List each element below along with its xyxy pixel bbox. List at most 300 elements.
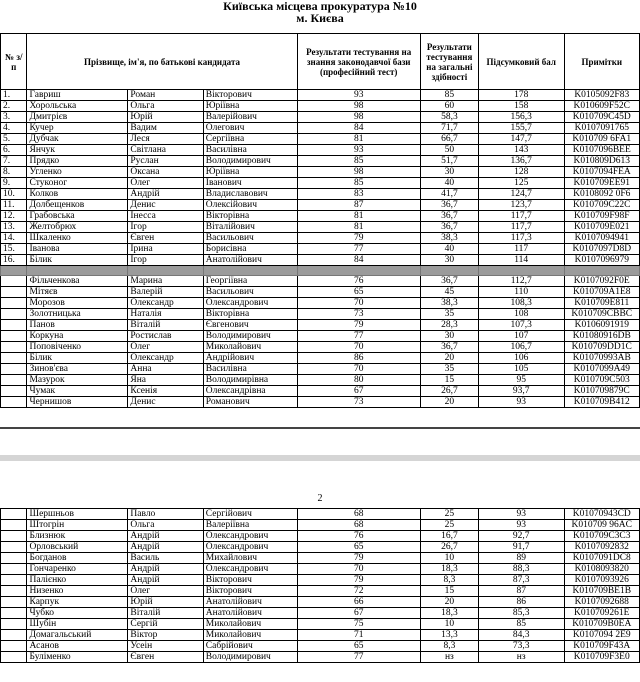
separator-cell (297, 266, 420, 276)
cell-note: K0107094 2E9 (564, 630, 639, 641)
cell-patronymic: Анатолійович (203, 608, 297, 619)
cell-total: 124,7 (478, 189, 564, 200)
cell-num (1, 641, 27, 652)
cell-total: 88,3 (478, 564, 564, 575)
cell-num (1, 386, 27, 397)
table-row (1, 101, 640, 112)
table-row (1, 145, 640, 156)
cell-test1: 76 (297, 276, 420, 287)
cell-test1: 84 (297, 123, 420, 134)
cell-test1: 79 (297, 320, 420, 331)
cell-num (1, 320, 27, 331)
cell-patronymic: Романович (203, 397, 297, 408)
cell-test2: 36,7 (420, 276, 478, 287)
cell-num (1, 331, 27, 342)
cell-num (1, 608, 27, 619)
cell-num (1, 287, 27, 298)
cell-total: 112,7 (478, 276, 564, 287)
cell-firstname: Павло (128, 509, 203, 520)
cell-total: 136,7 (478, 156, 564, 167)
cell-surname: Палієнко (27, 575, 128, 586)
cell-note: K0105092F83 (564, 90, 639, 101)
table-row (1, 178, 640, 189)
cell-patronymic: Вікторівна (203, 211, 297, 222)
cell-note: K0107094FEA (564, 167, 639, 178)
cell-patronymic: Миколайович (203, 619, 297, 630)
table-row (1, 255, 640, 266)
table-row (1, 375, 640, 386)
separator-cell (420, 266, 478, 276)
cell-note: K010709B0EA (564, 619, 639, 630)
table-row (1, 564, 640, 575)
cell-surname: Прядко (27, 156, 128, 167)
cell-surname: Гавриш (27, 90, 128, 101)
cell-surname: Іванова (27, 244, 128, 255)
cell-test2: 26,7 (420, 542, 478, 553)
cell-surname: Богданов (27, 553, 128, 564)
cell-patronymic: Миколайович (203, 342, 297, 353)
cell-num: 13. (1, 222, 27, 233)
cell-patronymic: Євгенович (203, 320, 297, 331)
cell-note: K010709F98F (564, 211, 639, 222)
cell-firstname: Яна (128, 375, 203, 386)
cell-total: 117,3 (478, 233, 564, 244)
table-row (1, 342, 640, 353)
cell-note: K0107097D8D (564, 244, 639, 255)
cell-firstname: Євген (128, 652, 203, 663)
table-row (1, 244, 640, 255)
cell-surname: Шершньов (27, 509, 128, 520)
table-row (1, 597, 640, 608)
cell-num (1, 509, 27, 520)
cell-test1: 79 (297, 553, 420, 564)
cell-surname: Орловський (27, 542, 128, 553)
cell-total: 114 (478, 255, 564, 266)
cell-total: 105 (478, 364, 564, 375)
cell-note: K01080916DB (564, 331, 639, 342)
cell-note: K0106091919 (564, 320, 639, 331)
cell-firstname: Анна (128, 364, 203, 375)
cell-patronymic: Васильович (203, 287, 297, 298)
table-row (1, 353, 640, 364)
header-total: Підсумковий бал (478, 34, 564, 90)
cell-patronymic: Валеріївна (203, 520, 297, 531)
cell-patronymic: Сабрійович (203, 641, 297, 652)
table-row (1, 619, 640, 630)
cell-test2: 16,7 (420, 531, 478, 542)
table-row (1, 200, 640, 211)
cell-num (1, 520, 27, 531)
cell-total: 155,7 (478, 123, 564, 134)
cell-surname: Долбещенков (27, 200, 128, 211)
cell-surname: Панов (27, 320, 128, 331)
cell-firstname: Денис (128, 200, 203, 211)
cell-num (1, 364, 27, 375)
cell-firstname: Оксана (128, 167, 203, 178)
cell-test1: 84 (297, 255, 420, 266)
cell-test1: 67 (297, 608, 420, 619)
cell-surname: Чубко (27, 608, 128, 619)
page-break-shadow (0, 455, 640, 461)
table-row (1, 112, 640, 123)
header-name: Прізвище, ім'я, по батькові кандидата (27, 34, 297, 90)
cell-surname: Чумак (27, 386, 128, 397)
cell-note: K010709F43A (564, 641, 639, 652)
cell-total: 147,7 (478, 134, 564, 145)
cell-patronymic: Вікторович (203, 90, 297, 101)
table-row (1, 553, 640, 564)
cell-firstname: Андрій (128, 189, 203, 200)
cell-note: K010709BE1B (564, 586, 639, 597)
cell-note: K0107096979 (564, 255, 639, 266)
table-row (1, 652, 640, 663)
cell-patronymic: Василівна (203, 364, 297, 375)
cell-test1: 70 (297, 364, 420, 375)
cell-surname: Кучер (27, 123, 128, 134)
cell-total: 125 (478, 178, 564, 189)
cell-test2: 36,7 (420, 342, 478, 353)
cell-test2: 10 (420, 553, 478, 564)
cell-total: 93,7 (478, 386, 564, 397)
cell-surname: Коркуна (27, 331, 128, 342)
cell-num: 4. (1, 123, 27, 134)
cell-num (1, 564, 27, 575)
cell-num (1, 276, 27, 287)
cell-surname: Гончаренко (27, 564, 128, 575)
cell-patronymic: Вікторівна (203, 309, 297, 320)
cell-note: K010709 96AC (564, 520, 639, 531)
cell-num (1, 531, 27, 542)
cell-surname: Шкаленко (27, 233, 128, 244)
table-row (1, 520, 640, 531)
cell-total: 85,3 (478, 608, 564, 619)
cell-surname: Карпук (27, 597, 128, 608)
cell-surname: Желтобрюх (27, 222, 128, 233)
cell-num (1, 652, 27, 663)
cell-test1: 66 (297, 597, 420, 608)
cell-note: K0107092688 (564, 597, 639, 608)
cell-num (1, 630, 27, 641)
cell-note: K010709DD1C (564, 342, 639, 353)
cell-test2: 18,3 (420, 608, 478, 619)
cell-num: 3. (1, 112, 27, 123)
cell-note: K010709C503 (564, 375, 639, 386)
cell-test2: 35 (420, 309, 478, 320)
table-row (1, 320, 640, 331)
cell-patronymic: Віталійович (203, 222, 297, 233)
cell-total: 107,3 (478, 320, 564, 331)
header-num: № з/п (1, 34, 27, 90)
cell-firstname: Олег (128, 586, 203, 597)
cell-num: 7. (1, 156, 27, 167)
cell-patronymic: Владиславович (203, 189, 297, 200)
cell-total: 117,7 (478, 222, 564, 233)
cell-note: K0107099A49 (564, 364, 639, 375)
cell-patronymic: Володимирович (203, 156, 297, 167)
cell-firstname: Леся (128, 134, 203, 145)
cell-note: K010709F3E0 (564, 652, 639, 663)
cell-patronymic: Олександрович (203, 564, 297, 575)
cell-total: 86 (478, 597, 564, 608)
cell-note: K0107096BEE (564, 145, 639, 156)
cell-test2: 20 (420, 597, 478, 608)
table-row (1, 233, 640, 244)
cell-firstname: Роман (128, 90, 203, 101)
cell-test1: 65 (297, 287, 420, 298)
cell-total: 107 (478, 331, 564, 342)
cell-surname: Асанов (27, 641, 128, 652)
cell-test2: 85 (420, 90, 478, 101)
cell-surname: Домагальський (27, 630, 128, 641)
cell-total: 117 (478, 244, 564, 255)
cell-patronymic: Сергійович (203, 509, 297, 520)
table-row (1, 608, 640, 619)
separator-cell (27, 266, 128, 276)
cell-test1: 68 (297, 520, 420, 531)
cell-surname: Хорольська (27, 101, 128, 112)
cell-test2: 15 (420, 586, 478, 597)
cell-test2: 18,3 (420, 564, 478, 575)
cell-test2: 26,7 (420, 386, 478, 397)
page-number: 2 (317, 493, 323, 504)
cell-test2: 28,3 (420, 320, 478, 331)
cell-surname: Білик (27, 353, 128, 364)
cell-test1: 79 (297, 575, 420, 586)
cell-patronymic: Володимирович (203, 331, 297, 342)
cell-note: K010709C3C3 (564, 531, 639, 542)
cell-test1: 70 (297, 342, 420, 353)
cell-test2: 20 (420, 353, 478, 364)
page-break (0, 427, 640, 457)
cell-patronymic: Олександрович (203, 531, 297, 542)
cell-num (1, 542, 27, 553)
cell-num (1, 619, 27, 630)
separator-cell (564, 266, 639, 276)
cell-patronymic: Олексійович (203, 200, 297, 211)
cell-firstname: Віталій (128, 320, 203, 331)
cell-test1: 65 (297, 641, 420, 652)
cell-test1: 98 (297, 112, 420, 123)
cell-total: 143 (478, 145, 564, 156)
cell-patronymic: Вікторович (203, 575, 297, 586)
cell-total: 93 (478, 509, 564, 520)
page-subtitle: м. Києва (296, 11, 344, 25)
cell-surname: Грабовська (27, 211, 128, 222)
cell-note: K0107091DC8 (564, 553, 639, 564)
cell-num (1, 309, 27, 320)
table-row (1, 309, 640, 320)
cell-firstname: Віталій (128, 608, 203, 619)
cell-surname: Близнюк (27, 531, 128, 542)
cell-patronymic: Васильович (203, 233, 297, 244)
cell-firstname: Сергій (128, 619, 203, 630)
cell-firstname: Валерій (128, 287, 203, 298)
cell-num (1, 586, 27, 597)
cell-patronymic: Георгіївна (203, 276, 297, 287)
cell-patronymic: Борисівна (203, 244, 297, 255)
cell-firstname: Андрій (128, 564, 203, 575)
cell-note: K010709 6FA1 (564, 134, 639, 145)
cell-firstname: Марина (128, 276, 203, 287)
cell-total: нз (478, 652, 564, 663)
cell-surname: Морозов (27, 298, 128, 309)
cell-total: 156,3 (478, 112, 564, 123)
cell-num: 10. (1, 189, 27, 200)
cell-firstname: Ігор (128, 222, 203, 233)
cell-firstname: Ростислав (128, 331, 203, 342)
cell-patronymic: Юріївна (203, 167, 297, 178)
cell-patronymic: Анатолійович (203, 255, 297, 266)
cell-patronymic: Володимирович (203, 652, 297, 663)
cell-test1: 77 (297, 331, 420, 342)
cell-total: 106 (478, 353, 564, 364)
cell-num: 6. (1, 145, 27, 156)
table-row (1, 542, 640, 553)
cell-num: 5. (1, 134, 27, 145)
cell-total: 73,3 (478, 641, 564, 652)
cell-firstname: Андрій (128, 575, 203, 586)
cell-total: 87 (478, 586, 564, 597)
cell-note: K010709E811 (564, 298, 639, 309)
cell-firstname: Денис (128, 397, 203, 408)
cell-surname: Янчук (27, 145, 128, 156)
separator-cell (128, 266, 203, 276)
cell-test1: 81 (297, 211, 420, 222)
cell-test2: 66,7 (420, 134, 478, 145)
cell-num (1, 342, 27, 353)
cell-test1: 67 (297, 386, 420, 397)
table-row (1, 189, 640, 200)
cell-test2: 35 (420, 364, 478, 375)
cell-patronymic: Олександрович (203, 298, 297, 309)
table-row (1, 276, 640, 287)
cell-test2: 25 (420, 509, 478, 520)
cell-total: 89 (478, 553, 564, 564)
cell-patronymic: Сергіївна (203, 134, 297, 145)
table-row (1, 397, 640, 408)
cell-total: 91,7 (478, 542, 564, 553)
cell-note: K01070943CD (564, 509, 639, 520)
cell-patronymic: Олександрівна (203, 386, 297, 397)
cell-test1: 75 (297, 619, 420, 630)
cell-note: K0107092832 (564, 542, 639, 553)
cell-test2: 38,3 (420, 298, 478, 309)
cell-test2: нз (420, 652, 478, 663)
cell-firstname: Василь (128, 553, 203, 564)
table-row (1, 575, 640, 586)
table-row (1, 364, 640, 375)
cell-note: K0107093926 (564, 575, 639, 586)
cell-test2: 30 (420, 167, 478, 178)
cell-total: 178 (478, 90, 564, 101)
cell-firstname: Ігор (128, 255, 203, 266)
cell-test1: 70 (297, 298, 420, 309)
cell-surname: Зинов'єва (27, 364, 128, 375)
cell-num: 16. (1, 255, 27, 266)
cell-patronymic: Анатолійович (203, 597, 297, 608)
cell-firstname: Олександр (128, 298, 203, 309)
cell-surname: Поповіченко (27, 342, 128, 353)
cell-surname: Чернишов (27, 397, 128, 408)
table-row (1, 134, 640, 145)
cell-surname: Мазурок (27, 375, 128, 386)
cell-note: K010709C45D (564, 112, 639, 123)
cell-total: 85 (478, 619, 564, 630)
cell-test1: 72 (297, 586, 420, 597)
cell-test2: 71,7 (420, 123, 478, 134)
cell-test1: 77 (297, 244, 420, 255)
cell-surname: Угленко (27, 167, 128, 178)
cell-test2: 36,7 (420, 222, 478, 233)
cell-test1: 71 (297, 630, 420, 641)
cell-firstname: Олег (128, 342, 203, 353)
cell-firstname: Юрій (128, 597, 203, 608)
cell-firstname: Юрій (128, 112, 203, 123)
cell-total: 123,7 (478, 200, 564, 211)
cell-surname: Мітяєв (27, 287, 128, 298)
cell-surname: Дмитрієв (27, 112, 128, 123)
cell-test2: 58,3 (420, 112, 478, 123)
table-row (1, 586, 640, 597)
cell-test1: 65 (297, 542, 420, 553)
cell-test1: 83 (297, 189, 420, 200)
cell-surname: Фільченкова (27, 276, 128, 287)
table-row (1, 167, 640, 178)
table-row (1, 386, 640, 397)
cell-surname: Білик (27, 255, 128, 266)
cell-note: K010709C22C (564, 200, 639, 211)
cell-test2: 51,7 (420, 156, 478, 167)
cell-test1: 87 (297, 200, 420, 211)
table-row (1, 90, 640, 101)
table-row (1, 630, 640, 641)
cell-firstname: Андрій (128, 542, 203, 553)
cell-patronymic: Василівна (203, 145, 297, 156)
cell-test1: 76 (297, 531, 420, 542)
cell-total: 106,7 (478, 342, 564, 353)
cell-test2: 30 (420, 331, 478, 342)
cell-firstname: Вадим (128, 123, 203, 134)
cell-firstname: Наталія (128, 309, 203, 320)
cell-firstname: Ольга (128, 520, 203, 531)
cell-patronymic: Валерійович (203, 112, 297, 123)
cell-test2: 36,7 (420, 211, 478, 222)
cell-test2: 13,3 (420, 630, 478, 641)
cell-firstname: Олександр (128, 353, 203, 364)
cell-firstname: Ксенія (128, 386, 203, 397)
results-table (0, 33, 640, 408)
cell-total: 92,7 (478, 531, 564, 542)
header-notes: Примітки (564, 34, 639, 90)
cell-test2: 20 (420, 397, 478, 408)
table-row (1, 211, 640, 222)
cell-num (1, 353, 27, 364)
cell-test1: 70 (297, 564, 420, 575)
table-row (1, 156, 640, 167)
cell-patronymic: Володимирівна (203, 375, 297, 386)
cell-num: 2. (1, 101, 27, 112)
cell-firstname: Ірина (128, 244, 203, 255)
cell-patronymic: Андрійович (203, 353, 297, 364)
separator-cell (203, 266, 297, 276)
cell-firstname: Андрій (128, 531, 203, 542)
results-table-page2 (0, 508, 640, 663)
table-row (1, 509, 640, 520)
cell-test1: 93 (297, 145, 420, 156)
table-row (1, 331, 640, 342)
cell-note: K0108093820 (564, 564, 639, 575)
cell-num (1, 375, 27, 386)
